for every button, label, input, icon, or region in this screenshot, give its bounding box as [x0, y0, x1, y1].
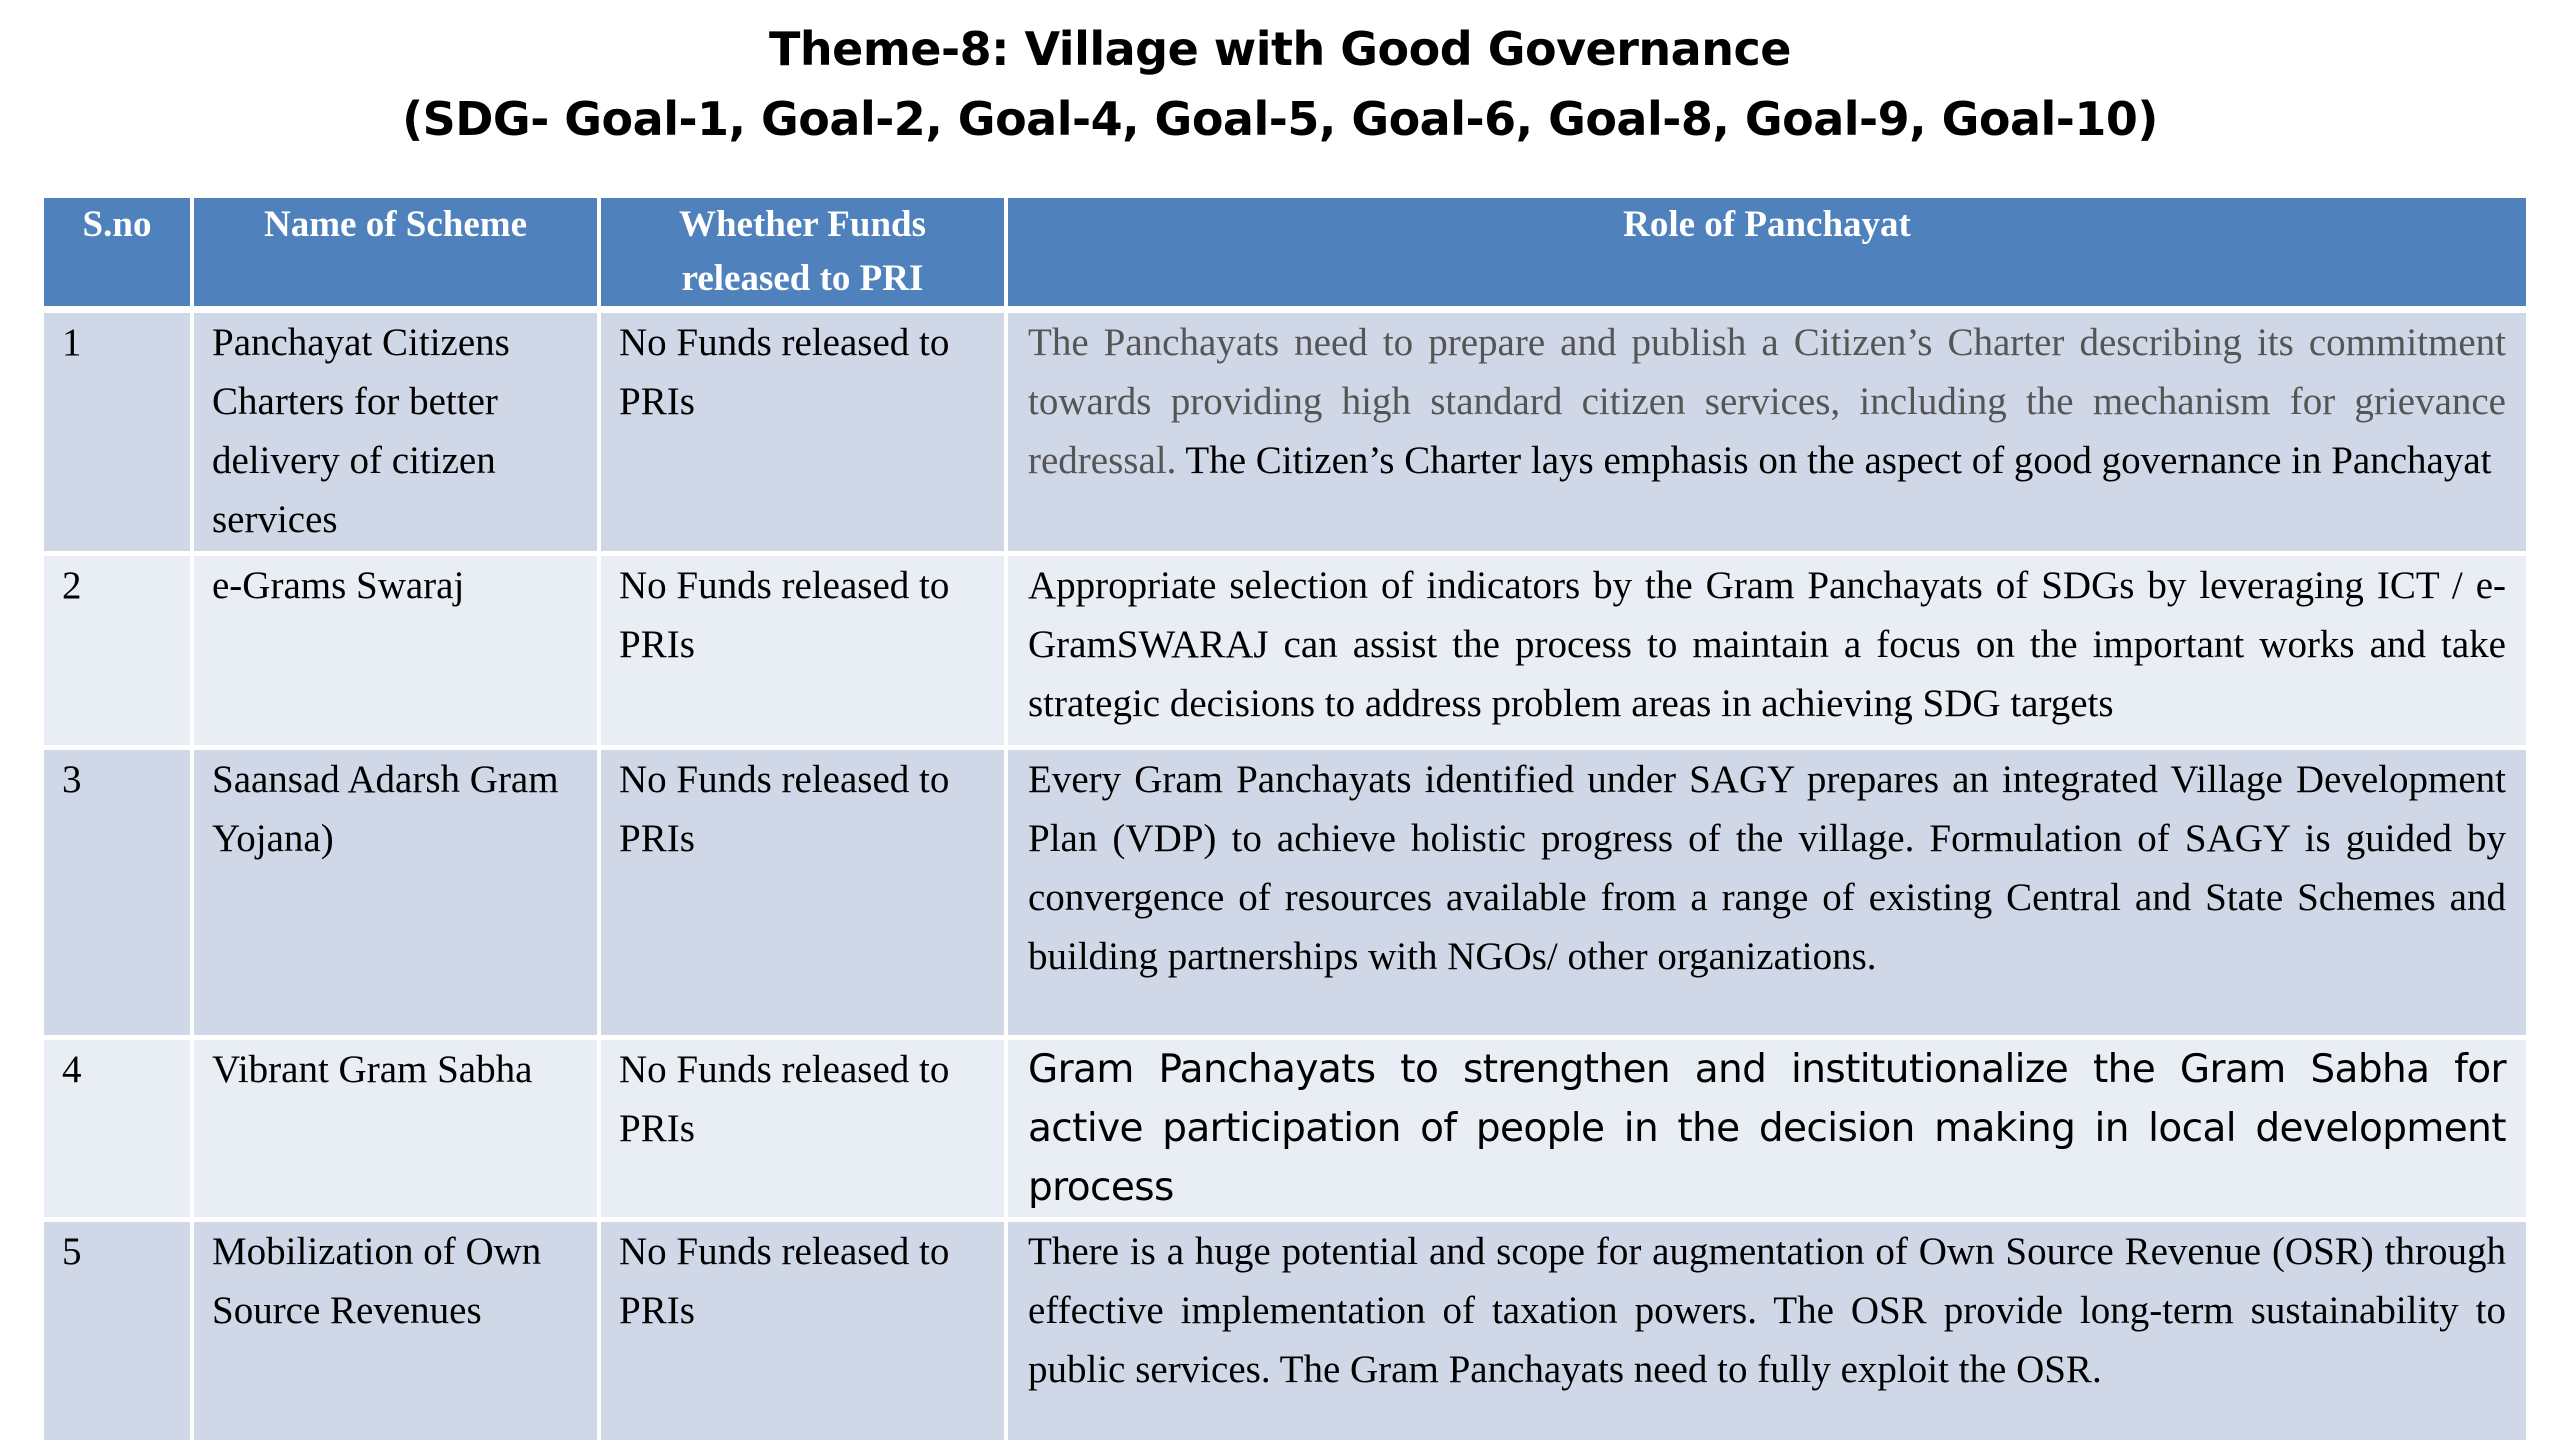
cell-funds: No Funds released to PRIs — [599, 1220, 1006, 1440]
table-header — [44, 198, 2526, 310]
cell-sno: 1 — [44, 310, 192, 554]
header-funds-released: Whether Funds released to PRI — [599, 198, 1006, 310]
cell-sno: 3 — [44, 748, 192, 1038]
table-row — [44, 748, 2526, 1038]
cell-role: There is a huge potential and scope for augmentation of Own Source Revenue (OSR) through effective implementation of taxation powers. The OSR provide long-term sustainability to public services. The Gram Panchayats need to fully exploit the OSR. — [1006, 1220, 2526, 1440]
table-row — [44, 1038, 2526, 1220]
table-body — [44, 310, 2526, 1440]
cell-scheme-name: Panchayat Citizens Charters for better delivery of citizen services — [192, 310, 599, 554]
cell-sno: 2 — [44, 554, 192, 748]
title-line-2: (SDG- Goal-1, Goal-2, Goal-4, Goal-5, Goal-6, Goal-8, Goal-9, Goal-10) — [402, 92, 2158, 146]
cell-funds: No Funds released to PRIs — [599, 554, 1006, 748]
role-text-part-1: The Panchayats need to prepare and publish a Citizen’s Charter describing its commitment towards providing high standard citizen services, including the mechanism for grievance redressal. — [1028, 321, 2506, 482]
cell-funds: No Funds released to PRIs — [599, 310, 1006, 554]
cell-sno: 5 — [44, 1220, 192, 1440]
cell-funds: No Funds released to PRIs — [599, 1038, 1006, 1220]
cell-role: Appropriate selection of indicators by the Gram Panchayats of SDGs by leveraging ICT / e-GramSWARAJ can assist the process to maintain a focus on the important works and take strategic decisions to address problem areas in achieving SDG targets — [1006, 554, 2526, 748]
cell-scheme-name: Saansad Adarsh Gram Yojana) — [192, 748, 599, 1038]
scheme-table — [44, 198, 2526, 1440]
table-row — [44, 1220, 2526, 1440]
cell-role: Gram Panchayats to strengthen and institutionalize the Gram Sabha for active participation of people in the decision making in local development process — [1006, 1038, 2526, 1220]
cell-role — [1006, 310, 2526, 554]
cell-scheme-name: e-Grams Swaraj — [192, 554, 599, 748]
role-text-part-2: The Citizen’s Charter lays emphasis on the aspect of good governance in Panchayat — [1176, 439, 2492, 482]
cell-funds: No Funds released to PRIs — [599, 748, 1006, 1038]
cell-scheme-name: Mobilization of Own Source Revenues — [192, 1220, 599, 1440]
cell-sno: 4 — [44, 1038, 192, 1220]
table-row — [44, 310, 2526, 554]
slide-title — [0, 14, 2560, 154]
table-row — [44, 554, 2526, 748]
title-line-1: Theme-8: Village with Good Governance — [769, 22, 1791, 76]
cell-scheme-name: Vibrant Gram Sabha — [192, 1038, 599, 1220]
header-sno: S.no — [44, 198, 192, 310]
header-row — [44, 198, 2526, 310]
header-scheme-name: Name of Scheme — [192, 198, 599, 310]
cell-role: Every Gram Panchayats identified under SAGY prepares an integrated Village Development Plan (VDP) to achieve holistic progress of the village. Formulation of SAGY is guided by convergence of resources available from a range of existing Central and State Schemes and building partnerships with NGOs/ other organizations. — [1006, 748, 2526, 1038]
header-role-of-panchayat: Role of Panchayat — [1006, 198, 2526, 310]
